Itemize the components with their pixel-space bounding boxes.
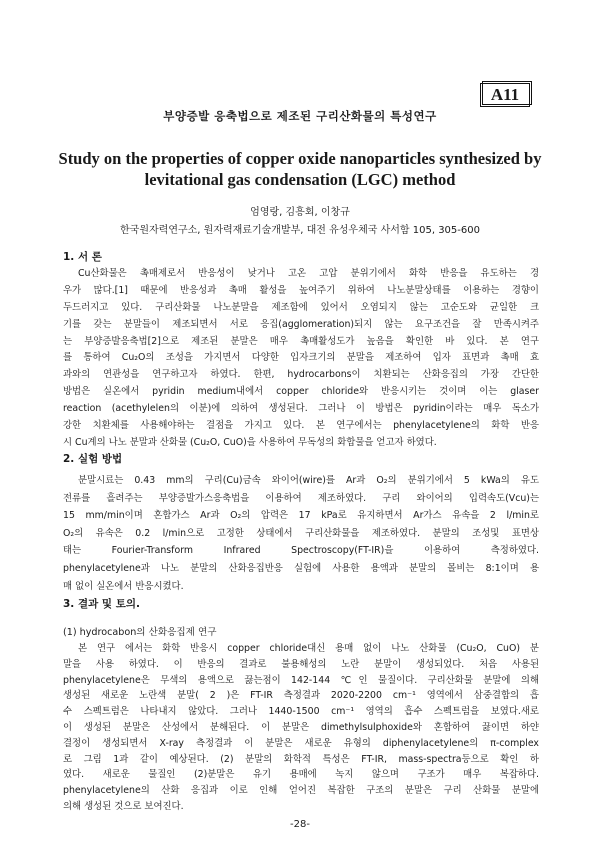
body-line: 결정이 생성되면서 X-ray 측정결과 이 분말은 새로운 유형의 diphenylacetylene의 π-complex bbox=[63, 737, 539, 749]
body-line: 는 부양증발응축법[2]으로 제조된 분말은 매우 촉매활성도가 높음을 확인한 바 있다. 본 연구 bbox=[63, 335, 539, 347]
body-line: 분말시료는 0.43 mm의 구리(Cu)금속 와이어(wire)를 Ar과 O₂의 분위기에서 5 kWa의 유도 bbox=[78, 475, 539, 486]
body-line: reaction (acethylelen의 이분)에 의하여 생성된다. 그러나 이 방법은 pyridin이라는 매우 독소가 bbox=[63, 403, 539, 415]
body-line: phenylacetylene의 산화 응집과 이로 인해 얻어진 복잡한 구조의 분말은 구리 산화물 분말에 bbox=[63, 785, 539, 797]
paper-code-badge: A11 bbox=[480, 83, 530, 107]
body-line: 로 그림 1과 같이 예상된다. (2) 분말의 화학적 특성은 FT-IR, mass-spectra등으로 확인 하 bbox=[63, 753, 539, 765]
body-line: 말을 사용 하였다. 이 반응의 결과로 불용해성의 노란 분말이 생성되었다. 처음 사용된 bbox=[63, 658, 539, 670]
body-line: 이 생성된 분말은 산성에서 분해된다. 이 분말은 dimethylsulphoxide와 혼합하여 끓이면 하얀 bbox=[63, 721, 539, 733]
body-line: 강한 치환체를 사용해야하는 결점을 가지고 있다. 본 연구에서는 phenylacetylene의 화학 반응 bbox=[63, 420, 539, 432]
body-line: 방법은 실온에서 pyridin medium내에서 copper chloride와 반응시키는 것이며 이는 glaser bbox=[63, 386, 539, 398]
english-title-line-2: levitational gas condensation (LGC) method bbox=[144, 170, 456, 189]
body-line: 였다. 새로운 물질인 (2)분말은 유기 용매에 녹지 않으며 구조가 매우 복잡하다. bbox=[63, 769, 539, 781]
body-line: 기를 갖는 분말들이 제조되면서 서로 응집(agglomeration)되지 않는 요구조건을 잘 만족시켜주 bbox=[63, 318, 539, 330]
body-line: 우가 많다.[1] 때문에 반응성과 촉매 활성을 높여주기 위하여 나노분말상태를 이용하는 경향이 bbox=[63, 284, 539, 296]
body-line: 시 Cu계의 나노 분말과 산화물 (Cu₂O, CuO)을 사용하여 무독성의 화합물을 얻고자 하였다. bbox=[63, 436, 437, 448]
body-line: 매 없이 실온에서 반응시켰다. bbox=[63, 580, 184, 592]
english-title-line-1: Study on the properties of copper oxide nanoparticles synthesized by bbox=[58, 149, 542, 168]
body-line: 를 통하여 Cu₂O의 조성을 가지면서 다양한 입자크기의 분말을 제조하여 입자 표면과 촉매 효 bbox=[63, 352, 539, 364]
section-3-subheading: (1) hydrocabon의 산화응집제 연구 bbox=[63, 627, 217, 638]
body-line: 수 스펙트럼은 나타내지 않았다. 그러나 1440-1500 cm⁻¹ 영역의 흡수 스펙트럼을 보였다.새로 bbox=[63, 706, 539, 718]
section-3-body bbox=[63, 641, 539, 815]
body-line: 두드러지고 있다. 구리산화물 나노분말을 제조함에 있어서 오염되지 않는 고순도와 균일한 크 bbox=[63, 301, 539, 313]
body-line: 15 mm/min이며 혼합가스 Ar과 O₂의 압력은 17 kPa로 유지하면서 Ar가스 유속을 2 l/min로 bbox=[63, 510, 539, 522]
section-1-heading: 1. 서 론 bbox=[63, 251, 102, 263]
body-line: O₂의 유속은 0.2 l/min으로 고정한 상태에서 구리산화물을 제조하였다. 분말의 조성및 표면상 bbox=[63, 527, 539, 539]
body-line: 과와의 연관성을 연구하고자 하였다. 한편, hydrocarbons이 치환되는 산화응집의 가장 간단한 bbox=[63, 369, 539, 381]
english-title bbox=[50, 148, 550, 190]
body-line: phenylacetylene과 나노 분말의 산화응집반응 실험에 사용한 용액과 분말의 몰비는 8:1이며 용 bbox=[63, 562, 539, 574]
authors: 엄영랑, 김흥회, 이창규 bbox=[250, 207, 350, 218]
body-line: phenylacetylene은 무색의 용액으로 끓는점이 142-144 ℃인 물질이다. 구리산화물 분말에 의해 bbox=[63, 674, 539, 686]
section-2-body bbox=[63, 472, 539, 595]
body-line: Cu산화물은 촉매제로서 반응성이 낮거나 고온 고압 분위기에서 화학 반응을 유도하는 경 bbox=[78, 268, 539, 279]
body-line: 생성된 새로운 노란색 분말( 2 )은 FT-IR 측정결과 2020-2200 cm⁻¹ 영역에서 삼중결합의 흡 bbox=[63, 690, 539, 702]
page-number: -28- bbox=[290, 819, 310, 830]
korean-title: 부양증발 응축법으로 제조된 구리산화물의 특성연구 bbox=[163, 109, 437, 123]
affiliation: 한국원자력연구소, 원자력재료기술개발부, 대전 유성우체국 사서함 105, 305-600 bbox=[120, 225, 480, 236]
body-line: 의해 생성된 것으로 보여진다. bbox=[63, 800, 184, 812]
section-1-body bbox=[63, 266, 539, 452]
section-3-heading: 3. 결과 및 토의. bbox=[63, 598, 140, 610]
body-line: 전류를 흘려주는 부양증발가스응축법을 이용하여 제조하였다. 구리 와이어의 입력속도(Vcu)는 bbox=[63, 492, 539, 504]
body-line: 태는 Fourier-Transform Infrared Spectroscopy(FT-IR)을 이용하여 측정하였다. bbox=[63, 545, 539, 557]
body-line: 본 연구 에서는 화학 반응시 copper chloride대신 용매 없이 나노 산화물 (Cu₂O, CuO) 분 bbox=[78, 643, 539, 654]
section-2-heading: 2. 실험 방법 bbox=[63, 453, 123, 465]
